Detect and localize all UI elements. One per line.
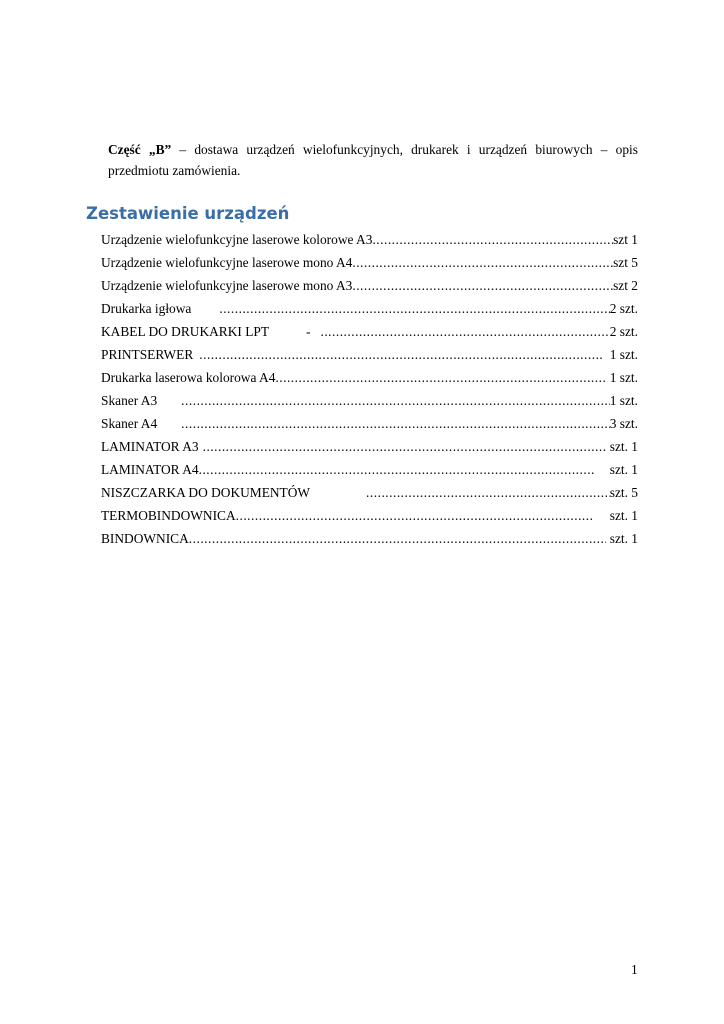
item-quantity: szt 1 <box>613 232 638 247</box>
item-quantity: 1 szt. <box>609 347 638 362</box>
item-quantity: szt 2 <box>613 278 638 293</box>
item-name: LAMINATOR A4 <box>101 462 199 477</box>
leader-dots <box>199 343 601 366</box>
section-heading: Zestawienie urządzeń <box>86 204 290 223</box>
list-item <box>101 389 638 412</box>
item-name: Skaner A4 <box>101 416 158 431</box>
item-name: TERMOBINDOWNICA <box>101 508 236 523</box>
item-quantity: szt. 1 <box>609 462 638 477</box>
item-quantity: szt. 5 <box>609 485 638 500</box>
leader-dots <box>189 527 606 550</box>
item-name: Urządzenie wielofunkcyjne laserowe kolorowe A3 <box>101 232 373 247</box>
list-item <box>101 274 638 297</box>
leader-dots <box>352 251 613 274</box>
leader-dots <box>236 504 594 527</box>
item-name: Urządzenie wielofunkcyjne laserowe mono A4 <box>101 255 353 270</box>
item-quantity: szt. 1 <box>609 531 638 546</box>
page-number: 1 <box>631 962 638 977</box>
item-quantity: szt. 1 <box>609 508 638 523</box>
list-item <box>101 343 638 366</box>
list-item <box>101 435 638 458</box>
item-quantity: 2 szt. <box>609 301 638 316</box>
list-item <box>101 366 638 389</box>
list-item <box>101 504 638 527</box>
leader-dots <box>199 458 594 481</box>
item-name: KABEL DO DRUKARKI LPT <box>101 324 269 339</box>
leader-dots <box>372 228 613 251</box>
item-quantity: szt. 1 <box>609 439 638 454</box>
item-separator: - <box>306 324 311 339</box>
list-item <box>101 527 638 550</box>
list-item <box>101 297 638 320</box>
item-quantity: szt 5 <box>613 255 638 270</box>
item-name: Drukarka laserowa kolorowa A4 <box>101 370 276 385</box>
leader-dots <box>219 297 609 320</box>
list-item <box>101 481 638 504</box>
list-item <box>101 228 638 251</box>
leader-dots <box>320 320 609 343</box>
leader-dots <box>181 389 610 412</box>
leader-dots <box>203 435 606 458</box>
intro-text: – dostawa urządzeń wielofunkcyjnych, drukarek i urządzeń biurowych – opis przedmiotu zamówienia. <box>108 142 638 178</box>
leader-dots <box>352 274 613 297</box>
item-name: NISZCZARKA DO DOKUMENTÓW <box>101 485 311 500</box>
item-name: Skaner A3 <box>101 393 158 408</box>
intro-paragraph <box>108 139 638 181</box>
list-item <box>101 251 638 274</box>
device-list <box>101 228 638 550</box>
item-quantity: 1 szt. <box>609 393 638 408</box>
leader-dots <box>366 481 610 504</box>
item-name: Urządzenie wielofunkcyjne laserowe mono A3 <box>101 278 353 293</box>
item-name: PRINTSERWER <box>101 347 194 362</box>
list-item <box>101 412 638 435</box>
item-quantity: 2 szt. <box>609 324 638 339</box>
item-quantity: 3 szt. <box>609 416 638 431</box>
leader-dots <box>181 412 610 435</box>
item-quantity: 1 szt. <box>609 370 638 385</box>
list-item <box>101 458 638 481</box>
list-item <box>101 320 638 343</box>
item-name: BINDOWNICA <box>101 531 189 546</box>
part-label: Część „B” <box>108 142 172 157</box>
item-name: LAMINATOR A3 <box>101 439 199 454</box>
item-name: Drukarka igłowa <box>101 301 192 316</box>
leader-dots <box>275 366 605 389</box>
